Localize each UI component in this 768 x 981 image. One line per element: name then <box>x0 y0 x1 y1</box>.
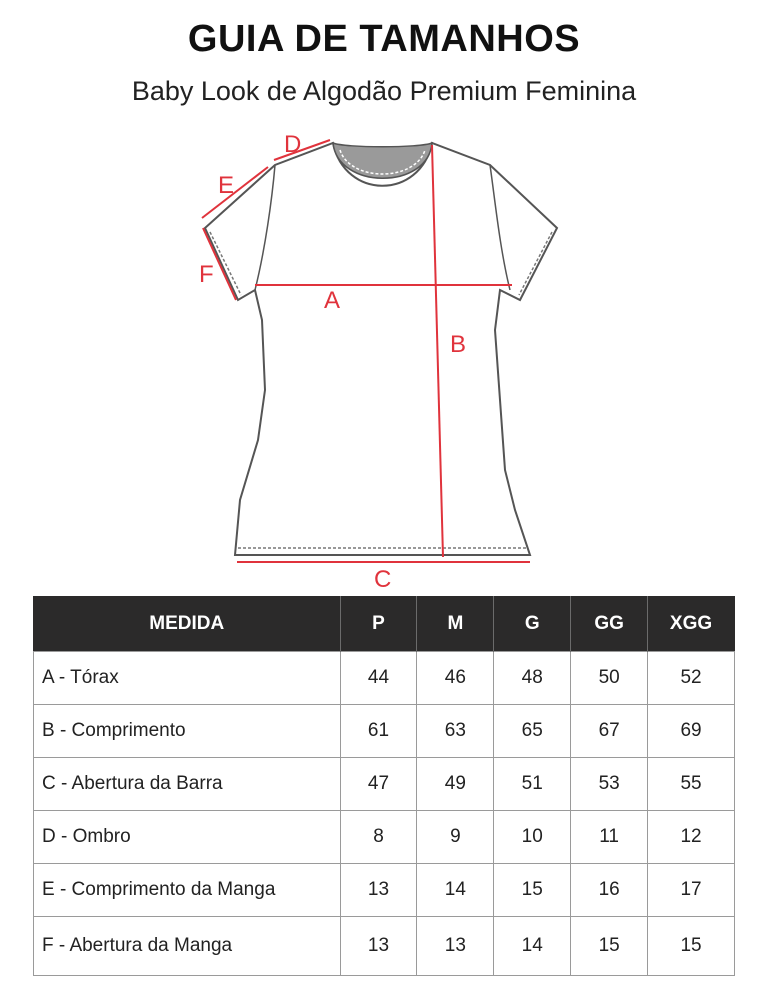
table-cell: 16 <box>571 864 648 917</box>
row-label: A - Tórax <box>34 652 341 705</box>
table-cell: 47 <box>340 758 417 811</box>
table-cell: 11 <box>571 811 648 864</box>
table-row <box>34 652 735 705</box>
measure-d-label: D <box>284 131 302 158</box>
measure-e-label: E <box>218 172 235 199</box>
table-cell: 12 <box>648 811 735 864</box>
row-label: C - Abertura da Barra <box>34 758 341 811</box>
table-cell: 51 <box>494 758 571 811</box>
table-cell: 15 <box>571 917 648 976</box>
table-cell: 9 <box>417 811 494 864</box>
table-cell: 49 <box>417 758 494 811</box>
table-cell: 10 <box>494 811 571 864</box>
table-row <box>34 758 735 811</box>
header-m: M <box>417 597 494 652</box>
header-xgg: XGG <box>648 597 735 652</box>
table-cell: 14 <box>494 917 571 976</box>
table-cell: 61 <box>340 705 417 758</box>
table-cell: 44 <box>340 652 417 705</box>
row-label: F - Abertura da Manga <box>34 917 341 976</box>
table-cell: 53 <box>571 758 648 811</box>
measure-b-label: B <box>450 331 467 358</box>
measure-c-label: C <box>374 566 392 593</box>
header-gg: GG <box>571 597 648 652</box>
table-cell: 48 <box>494 652 571 705</box>
table-cell: 13 <box>340 864 417 917</box>
table-cell: 69 <box>648 705 735 758</box>
table-cell: 55 <box>648 758 735 811</box>
tshirt-outline <box>205 143 557 555</box>
table-cell: 52 <box>648 652 735 705</box>
table-cell: 14 <box>417 864 494 917</box>
table-cell: 13 <box>417 917 494 976</box>
table-row <box>34 917 735 976</box>
page-subtitle: Baby Look de Algodão Premium Feminina <box>131 76 637 106</box>
header-medida: MEDIDA <box>34 597 341 652</box>
table-row <box>34 864 735 917</box>
measure-f-label: F <box>199 261 214 288</box>
page-title: GUIA DE TAMANHOS <box>187 18 581 60</box>
table-cell: 63 <box>417 705 494 758</box>
table-cell: 50 <box>571 652 648 705</box>
row-label: D - Ombro <box>34 811 341 864</box>
measure-a-label: A <box>324 287 341 314</box>
table-cell: 65 <box>494 705 571 758</box>
row-label: B - Comprimento <box>34 705 341 758</box>
table-row <box>34 705 735 758</box>
table-header-row <box>34 597 735 652</box>
table-cell: 46 <box>417 652 494 705</box>
table-cell: 13 <box>340 917 417 976</box>
size-table <box>33 596 735 976</box>
table-cell: 17 <box>648 864 735 917</box>
row-label: E - Comprimento da Manga <box>34 864 341 917</box>
tshirt-diagram <box>180 125 580 595</box>
table-row <box>34 811 735 864</box>
table-cell: 67 <box>571 705 648 758</box>
table-cell: 15 <box>648 917 735 976</box>
header-p: P <box>340 597 417 652</box>
table-cell: 15 <box>494 864 571 917</box>
table-cell: 8 <box>340 811 417 864</box>
header-g: G <box>494 597 571 652</box>
